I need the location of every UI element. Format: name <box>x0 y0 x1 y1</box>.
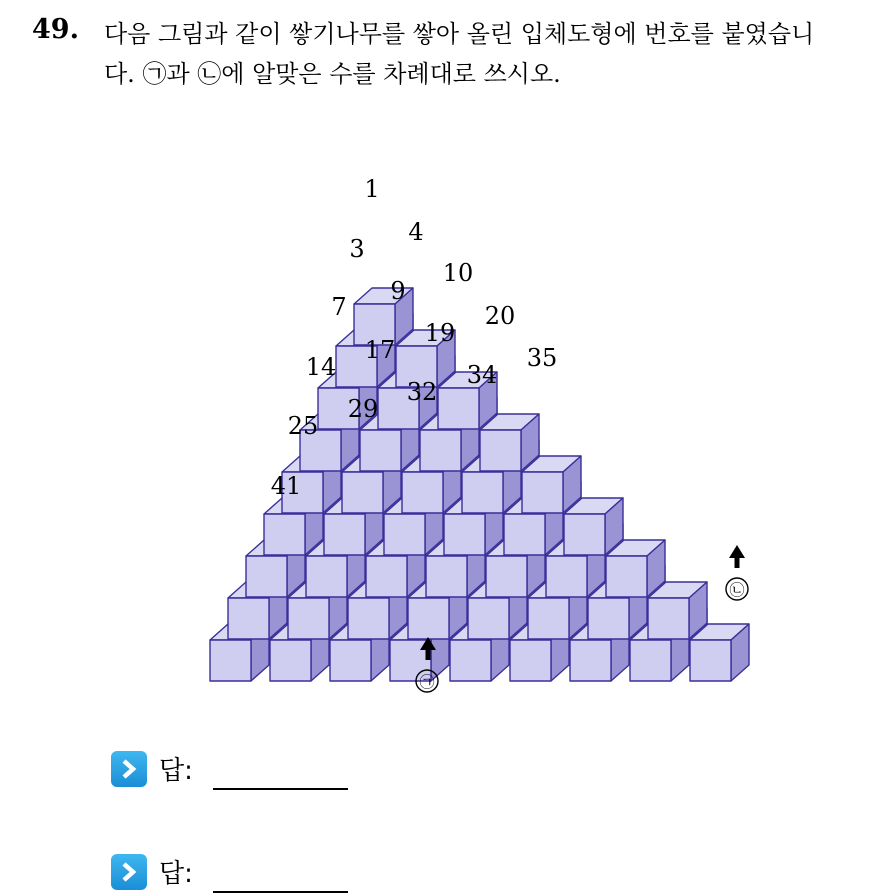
cube-front-face <box>420 430 461 471</box>
cube-front-face <box>264 514 305 555</box>
cube-number: 9 <box>390 277 406 305</box>
cube-front-face <box>528 598 569 639</box>
cube-front-face <box>228 598 269 639</box>
cube-number: 4 <box>408 218 424 246</box>
cube-number: 25 <box>287 412 319 440</box>
answer-label: 답: <box>159 859 193 889</box>
cube-front-face <box>606 556 647 597</box>
cube <box>606 540 665 597</box>
cube-front-face <box>384 514 425 555</box>
cube-front-face <box>546 556 587 597</box>
cube <box>564 498 623 555</box>
answer-row-2 <box>111 853 193 890</box>
cube-front-face <box>480 430 521 471</box>
cube-number: 41 <box>270 472 302 500</box>
cube-front-face <box>570 640 611 681</box>
cube-number: 3 <box>349 235 365 263</box>
cube <box>648 582 707 639</box>
cube-front-face <box>504 514 545 555</box>
cube-front-face <box>522 472 563 513</box>
cube-number: 20 <box>484 302 516 330</box>
cube-front-face <box>630 640 671 681</box>
cube-number: 34 <box>466 361 498 389</box>
cube-number: 7 <box>331 293 347 321</box>
cube-front-face <box>366 556 407 597</box>
cube-front-face <box>468 598 509 639</box>
cube-front-face <box>648 598 689 639</box>
cube-front-face <box>246 556 287 597</box>
cube-front-face <box>360 430 401 471</box>
cube-front-face <box>324 514 365 555</box>
marker-nieun <box>726 545 748 600</box>
question-number: 49. <box>32 14 79 45</box>
cube-front-face <box>402 472 443 513</box>
cube-front-face <box>510 640 551 681</box>
cube-front-face <box>288 598 329 639</box>
cube-front-face <box>564 514 605 555</box>
cube-front-face <box>408 598 449 639</box>
answer-row-1 <box>111 750 193 787</box>
cube-front-face <box>462 472 503 513</box>
cube <box>690 624 749 681</box>
cube-front-face <box>306 556 347 597</box>
cube <box>480 414 539 471</box>
cube-front-face <box>438 388 479 429</box>
cube-number: 29 <box>347 395 379 423</box>
cube-front-face <box>426 556 467 597</box>
marker-label: ㉠ <box>419 673 435 691</box>
answer-label: 답: <box>159 756 193 786</box>
cube-front-face <box>444 514 485 555</box>
question-line-1: 다음 그림과 같이 쌓기나무를 쌓아 올린 입체도형에 번호를 붙였습니 <box>104 20 815 48</box>
chevron-right-icon <box>111 854 147 890</box>
cube-number: 19 <box>424 319 456 347</box>
answer-blank[interactable] <box>213 891 348 893</box>
cube-front-face <box>588 598 629 639</box>
cube-front-face <box>450 640 491 681</box>
cube-number: 32 <box>406 378 438 406</box>
cube-front-face <box>690 640 731 681</box>
cube-number: 17 <box>364 336 396 364</box>
cube-number: 1 <box>364 175 380 203</box>
cube <box>522 456 581 513</box>
cube-front-face <box>330 640 371 681</box>
cube-front-face <box>486 556 527 597</box>
arrow-head-icon <box>729 545 745 558</box>
cube-number: 10 <box>442 259 474 287</box>
cube-number: 14 <box>305 353 337 381</box>
answer-blank[interactable] <box>213 788 348 790</box>
cube-front-face <box>270 640 311 681</box>
cube-front-face <box>210 640 251 681</box>
cube-front-face <box>342 472 383 513</box>
cube-number: 35 <box>526 344 558 372</box>
chevron-right-icon <box>111 751 147 787</box>
question-line-2: 다. ㉠과 ㉡에 알맞은 수를 차례대로 쓰시오. <box>104 60 561 88</box>
cube-front-face <box>348 598 389 639</box>
marker-label: ㉡ <box>729 581 745 599</box>
